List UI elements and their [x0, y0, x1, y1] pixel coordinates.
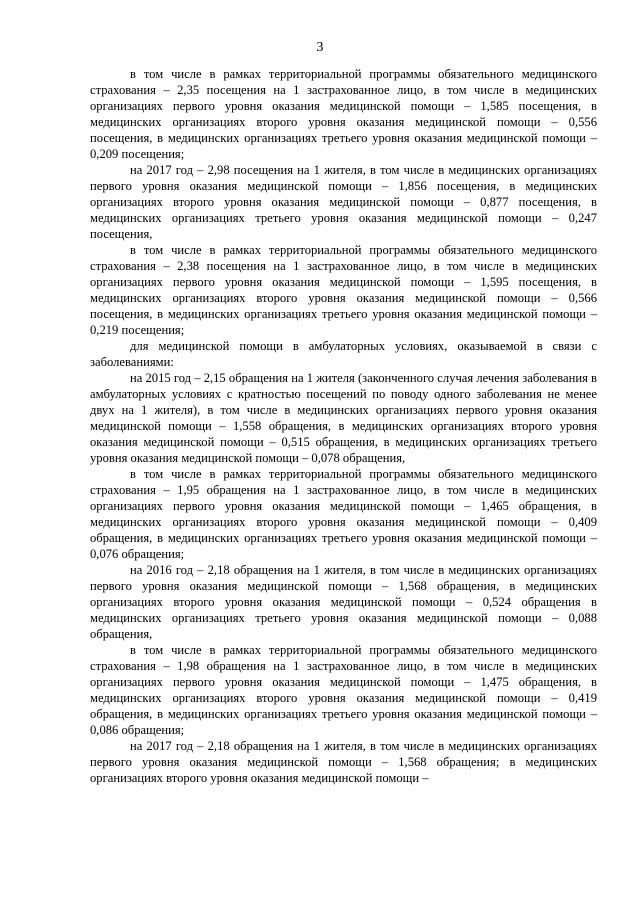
- paragraph: на 2015 год – 2,15 обращения на 1 жителя (законченного случая лечения заболевания в амбулаторных условиях с кратностью посещений по поводу одного заболевания не менее двух на 1 жителя), в том числе в медицинских организациях первого уровня оказания медицинской помощи – 1,558 обращения, в медицинских организациях второго уровня оказания медицинской помощи – 0,515 обращения, в медицинских организациях третьего уровня оказания медицинской помощи – 0,078 обращения,: [90, 371, 597, 465]
- paragraph: в том числе в рамках территориальной программы обязательного медицинского страхования – 2,38 посещения на 1 застрахованное лицо, в том числе в медицинских организациях первого уровня оказания медицинской помощи – 1,595 посещения, в медицинских организациях второго уровня оказания медицинской помощи – 0,566 посещения, в медицинских организациях третьего уровня оказания медицинской помощи – 0,219 посещения;: [90, 243, 597, 337]
- paragraph: в том числе в рамках территориальной программы обязательного медицинского страхования – 2,35 посещения на 1 застрахованное лицо, в том числе в медицинских организациях первого уровня оказания медицинской помощи – 1,585 посещения, в медицинских организациях второго уровня оказания медицинской помощи – 0,556 посещения, в медицинских организациях третьего уровня оказания медицинской помощи – 0,209 посещения;: [90, 67, 597, 161]
- paragraph: в том числе в рамках территориальной программы обязательного медицинского страхования – 1,98 обращения на 1 застрахованное лицо, в том числе в медицинских организациях первого уровня оказания медицинской помощи – 1,475 обращения, в медицинских организациях второго уровня оказания медицинской помощи – 0,419 обращения, в медицинских организациях третьего уровня оказания медицинской помощи – 0,086 обращения;: [90, 643, 597, 737]
- paragraph: на 2016 год – 2,18 обращения на 1 жителя, в том числе в медицинских организациях первого уровня оказания медицинской помощи – 1,568 обращения, в медицинских организациях второго уровня оказания медицинской помощи – 0,524 обращения в медицинских организациях третьего уровня оказания медицинской помощи – 0,088 обращения,: [90, 563, 597, 641]
- paragraph: в том числе в рамках территориальной программы обязательного медицинского страхования – 1,95 обращения на 1 застрахованное лицо, в том числе в медицинских организациях первого уровня оказания медицинской помощи – 1,465 обращения, в медицинских организациях второго уровня оказания медицинской помощи – 0,409 обращения, в медицинских организациях третьего уровня оказания медицинской помощи – 0,076 обращения;: [90, 467, 597, 561]
- paragraph: на 2017 год – 2,18 обращения на 1 жителя, в том числе в медицинских организациях первого уровня оказания медицинской помощи – 1,568 обращения; в медицинских организациях второго уровня оказания медицинской помощи –: [90, 739, 597, 785]
- paragraph: на 2017 год – 2,98 посещения на 1 жителя, в том числе в медицинских организациях первого уровня оказания медицинской помощи – 1,856 посещения, в медицинских организациях второго уровня оказания медицинской помощи – 0,877 посещения, в медицинских организациях третьего уровня оказания медицинской помощи – 0,247 посещения,: [90, 163, 597, 241]
- page-number: 3: [316, 40, 324, 55]
- paragraph: для медицинской помощи в амбулаторных условиях, оказываемой в связи с заболеваниями:: [90, 339, 597, 369]
- document-body: [90, 66, 597, 786]
